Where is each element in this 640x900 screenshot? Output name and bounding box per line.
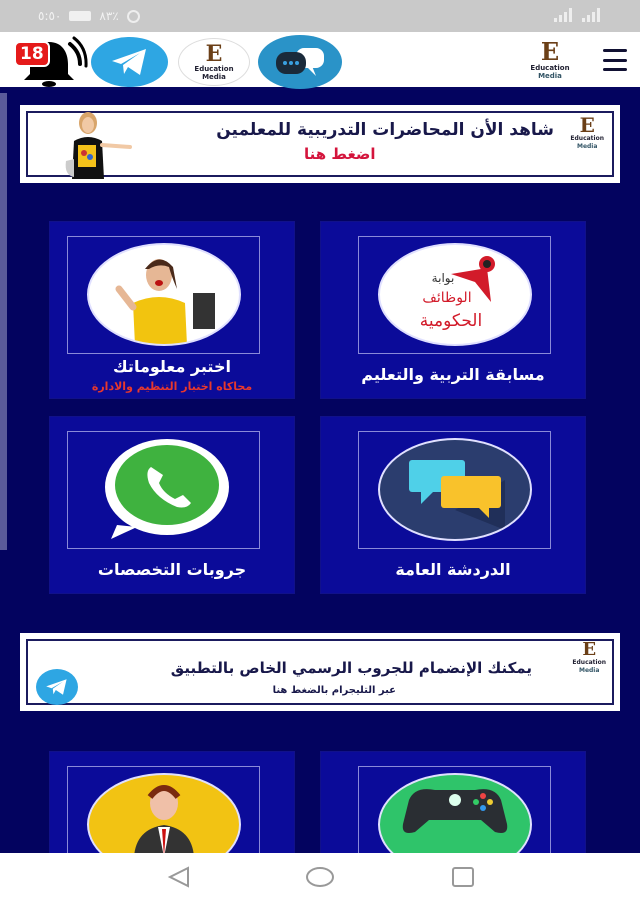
- chat-icon: [272, 44, 328, 80]
- chat-button[interactable]: [258, 35, 342, 89]
- back-icon[interactable]: [166, 865, 192, 889]
- logo-line2: Media: [202, 73, 226, 81]
- home-icon[interactable]: [304, 865, 336, 889]
- battery-level: ٨٣٪: [99, 9, 119, 23]
- whatsapp-icon: [97, 435, 233, 543]
- signal-icon-2: [582, 8, 600, 22]
- telegram-icon: [36, 669, 78, 705]
- gov-jobs-portal-logo: [378, 243, 532, 346]
- logo-letter: E: [205, 41, 223, 67]
- banner-logo: E Education Media: [572, 639, 606, 674]
- svg-text:الوظائف: الوظائف: [422, 289, 472, 306]
- woman-with-folder-image: [56, 111, 136, 179]
- education-media-button[interactable]: [178, 38, 250, 86]
- telegram-button[interactable]: [91, 37, 168, 87]
- banner-logo: E Education Media: [570, 113, 604, 150]
- card-sublabel: محاكاه اختبار التنظيم والادارة: [91, 380, 253, 393]
- app-bar: [0, 32, 640, 90]
- signal-icon: [554, 8, 572, 22]
- notification-badge: 18: [14, 41, 50, 67]
- hamburger-menu-icon[interactable]: [603, 49, 627, 71]
- card-specialty-groups[interactable]: [49, 416, 295, 594]
- card-label: الدردشة العامة: [395, 560, 511, 579]
- logo-line1: Education: [194, 65, 234, 73]
- banner-cta[interactable]: اضغط هنا: [304, 145, 376, 163]
- card-label: جروبات التخصصات: [97, 560, 247, 579]
- telegram-group-banner[interactable]: [21, 634, 619, 710]
- card-public-chat[interactable]: [320, 416, 586, 594]
- svg-text:الحكومية: الحكومية: [419, 310, 483, 331]
- card-test-knowledge[interactable]: [49, 221, 295, 399]
- card-ministry-contest[interactable]: [320, 221, 586, 399]
- android-nav-bar: [0, 853, 640, 900]
- banner-subtitle: عبر التليجرام بالضغط هنا: [272, 685, 396, 696]
- recents-icon[interactable]: [450, 865, 476, 889]
- alarm-icon: [127, 10, 140, 23]
- chat-bubbles-icon: [378, 438, 532, 541]
- banner-title: شاهد الأن المحاضرات التدريبية للمعلمين: [216, 120, 554, 140]
- battery-icon: [69, 11, 91, 21]
- telegram-icon: [110, 47, 150, 77]
- banner-title: يمكنك الإنضمام للجروب الرسمي الخاص بالتطبيق: [170, 659, 532, 677]
- woman-laptop-photo: [87, 243, 241, 346]
- clock: ٥:٥٠: [38, 9, 62, 23]
- notifications-button[interactable]: [10, 36, 88, 88]
- scrollbar[interactable]: [0, 93, 7, 550]
- training-lectures-banner[interactable]: [21, 106, 619, 182]
- status-bar: [0, 0, 640, 32]
- card-label: مسابقة التربية والتعليم: [361, 365, 545, 384]
- card-label: اختبر معلوماتك: [113, 357, 231, 376]
- svg-text:بوابة: بوابة: [431, 270, 455, 285]
- app-logo: E Education Media: [530, 37, 570, 80]
